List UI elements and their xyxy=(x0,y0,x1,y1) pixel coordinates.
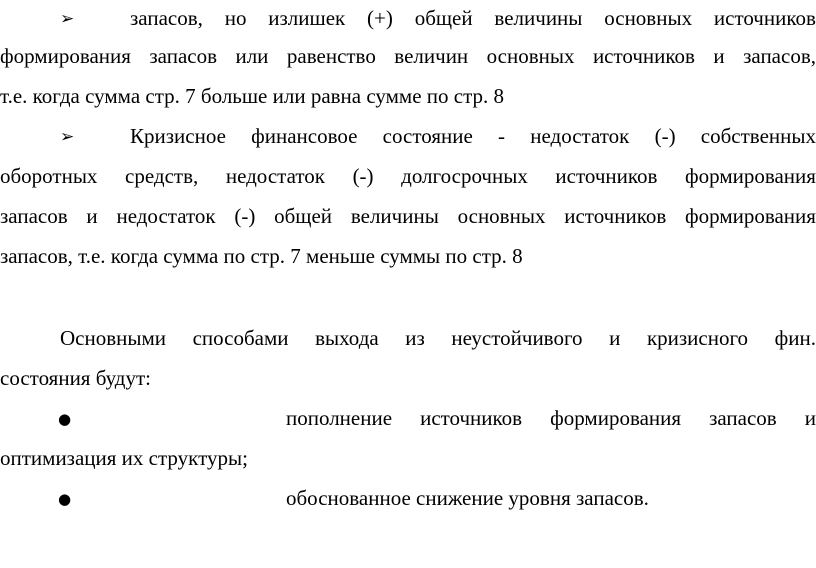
word: источников xyxy=(564,204,667,228)
word: собственных xyxy=(700,124,816,148)
word: формирования xyxy=(685,164,816,188)
word: оборотных xyxy=(0,164,98,188)
word: неустойчивого xyxy=(451,326,583,350)
word: средств, xyxy=(125,164,199,188)
word: (-) xyxy=(352,164,374,188)
word: запасов, xyxy=(743,44,816,68)
word: равенство xyxy=(286,44,376,68)
word: величин xyxy=(394,44,469,68)
word: источников xyxy=(713,6,816,30)
word: и xyxy=(609,326,621,350)
paragraph-line xyxy=(130,116,816,156)
paragraph-line xyxy=(0,156,816,196)
word: состояние xyxy=(382,124,473,148)
dot-bullet-icon: ● xyxy=(58,490,72,508)
word: - xyxy=(498,124,506,148)
word: основных xyxy=(457,204,546,228)
word: запасов xyxy=(709,406,777,430)
paragraph-line xyxy=(130,0,816,38)
word: и xyxy=(804,406,816,430)
dot-bullet-icon: ● xyxy=(58,410,72,428)
paragraph-line: обоснованное снижение уровня запасов. xyxy=(286,486,649,510)
word: и xyxy=(713,44,725,68)
word: и xyxy=(86,204,98,228)
paragraph-line xyxy=(0,36,816,76)
word: формирования xyxy=(550,406,682,430)
word: недостаток xyxy=(225,164,325,188)
word: долгосрочных xyxy=(401,164,528,188)
word: (+) xyxy=(367,6,393,30)
paragraph-line xyxy=(60,318,816,358)
word: (-) xyxy=(654,124,676,148)
word: способами xyxy=(192,326,289,350)
word: основных xyxy=(604,6,693,30)
word: кризисного xyxy=(646,326,749,350)
arrow-bullet-icon: ➢ xyxy=(60,9,75,29)
word: недостаток xyxy=(530,124,630,148)
word: недостаток xyxy=(116,204,216,228)
word: Кризисное xyxy=(130,124,226,148)
paragraph-line: оптимизация их структуры; xyxy=(0,446,248,470)
word: величины xyxy=(350,204,439,228)
word: выхода xyxy=(315,326,379,350)
word: (-) xyxy=(234,204,256,228)
paragraph-line xyxy=(286,398,816,438)
word: Основными xyxy=(60,326,167,350)
word: запасов xyxy=(0,204,68,228)
word: общей xyxy=(414,6,473,30)
word: но xyxy=(224,6,247,30)
paragraph-line: запасов, т.е. когда сумма по стр. 7 меньше суммы по стр. 8 xyxy=(0,244,523,268)
word: основных xyxy=(486,44,575,68)
paragraph-line: состояния будут: xyxy=(0,366,151,390)
word: общей xyxy=(274,204,333,228)
word: из xyxy=(405,326,425,350)
paragraph-line: т.е. когда сумма стр. 7 больше или равна сумме по стр. 8 xyxy=(0,84,505,108)
word: формирования xyxy=(685,204,816,228)
word: величины xyxy=(494,6,583,30)
word: излишек xyxy=(268,6,346,30)
word: запасов xyxy=(149,44,218,68)
word: запасов, xyxy=(130,6,203,30)
arrow-bullet-icon: ➢ xyxy=(60,127,75,147)
word: фин. xyxy=(774,326,816,350)
word: пополнение xyxy=(286,406,393,430)
word: или xyxy=(235,44,269,68)
paragraph-line xyxy=(0,196,816,236)
word: финансовое xyxy=(251,124,358,148)
word: источников xyxy=(420,406,523,430)
word: источников xyxy=(592,44,695,68)
word: источников xyxy=(555,164,658,188)
word: формирования xyxy=(0,44,131,68)
